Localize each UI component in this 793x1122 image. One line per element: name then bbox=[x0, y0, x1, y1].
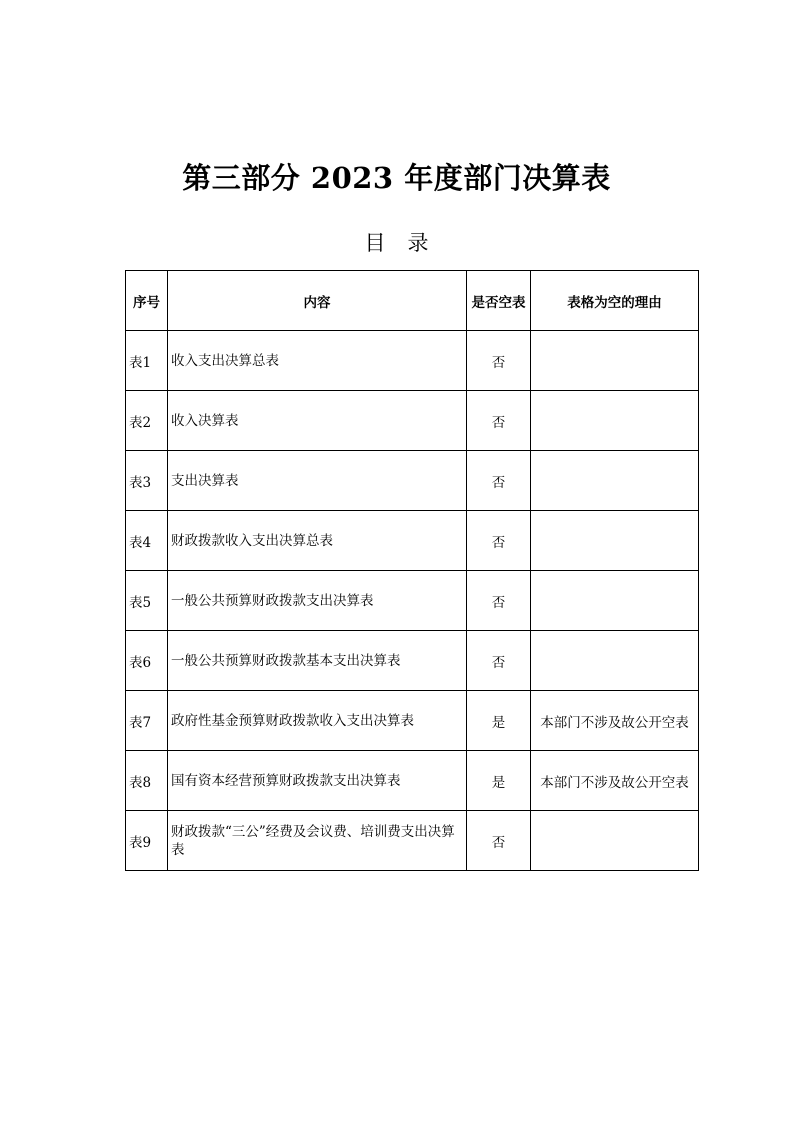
table-row bbox=[126, 331, 699, 391]
row-reason bbox=[531, 451, 699, 511]
table-row bbox=[126, 631, 699, 691]
row-no: 表6 bbox=[126, 631, 168, 691]
row-content: 支出决算表 bbox=[168, 451, 467, 511]
row-is-empty: 否 bbox=[467, 391, 531, 451]
page-title: 第三部分 2023 年度部门决算表 bbox=[182, 161, 611, 195]
table-row bbox=[126, 811, 699, 871]
table-row bbox=[126, 391, 699, 451]
row-is-empty: 否 bbox=[467, 451, 531, 511]
table-row bbox=[126, 511, 699, 571]
table-row bbox=[126, 751, 699, 811]
row-no: 表3 bbox=[126, 451, 168, 511]
row-content: 政府性基金预算财政拨款收入支出决算表 bbox=[168, 691, 467, 751]
row-reason bbox=[531, 631, 699, 691]
row-reason bbox=[531, 331, 699, 391]
row-content: 一般公共预算财政拨款支出决算表 bbox=[168, 571, 467, 631]
row-no: 表4 bbox=[126, 511, 168, 571]
row-is-empty: 是 bbox=[467, 751, 531, 811]
row-no: 表1 bbox=[126, 331, 168, 391]
header-content: 内容 bbox=[168, 271, 467, 331]
row-is-empty: 否 bbox=[467, 811, 531, 871]
header-reason: 表格为空的理由 bbox=[531, 271, 699, 331]
row-no: 表5 bbox=[126, 571, 168, 631]
header-is-empty: 是否空表 bbox=[467, 271, 531, 331]
row-reason: 本部门不涉及故公开空表 bbox=[531, 751, 699, 811]
row-content: 财政拨款收入支出决算总表 bbox=[168, 511, 467, 571]
row-reason bbox=[531, 811, 699, 871]
table-header-row bbox=[126, 271, 699, 331]
table-row bbox=[126, 451, 699, 511]
row-is-empty: 否 bbox=[467, 571, 531, 631]
row-is-empty: 否 bbox=[467, 631, 531, 691]
row-is-empty: 否 bbox=[467, 511, 531, 571]
row-reason bbox=[531, 571, 699, 631]
table-row bbox=[126, 691, 699, 751]
row-content: 一般公共预算财政拨款基本支出决算表 bbox=[168, 631, 467, 691]
row-no: 表8 bbox=[126, 751, 168, 811]
row-reason: 本部门不涉及故公开空表 bbox=[531, 691, 699, 751]
row-is-empty: 否 bbox=[467, 331, 531, 391]
row-reason bbox=[531, 391, 699, 451]
row-is-empty: 是 bbox=[467, 691, 531, 751]
row-content: 收入决算表 bbox=[168, 391, 467, 451]
row-no: 表7 bbox=[126, 691, 168, 751]
row-content: 收入支出决算总表 bbox=[168, 331, 467, 391]
row-no: 表9 bbox=[126, 811, 168, 871]
row-no: 表2 bbox=[126, 391, 168, 451]
header-no: 序号 bbox=[126, 271, 168, 331]
row-content: 财政拨款“三公”经费及会议费、培训费支出决算表 bbox=[168, 811, 467, 871]
row-content: 国有资本经营预算财政拨款支出决算表 bbox=[168, 751, 467, 811]
table-row bbox=[126, 571, 699, 631]
row-reason bbox=[531, 511, 699, 571]
toc-table bbox=[125, 270, 699, 871]
toc-heading: 目录 bbox=[364, 231, 451, 255]
